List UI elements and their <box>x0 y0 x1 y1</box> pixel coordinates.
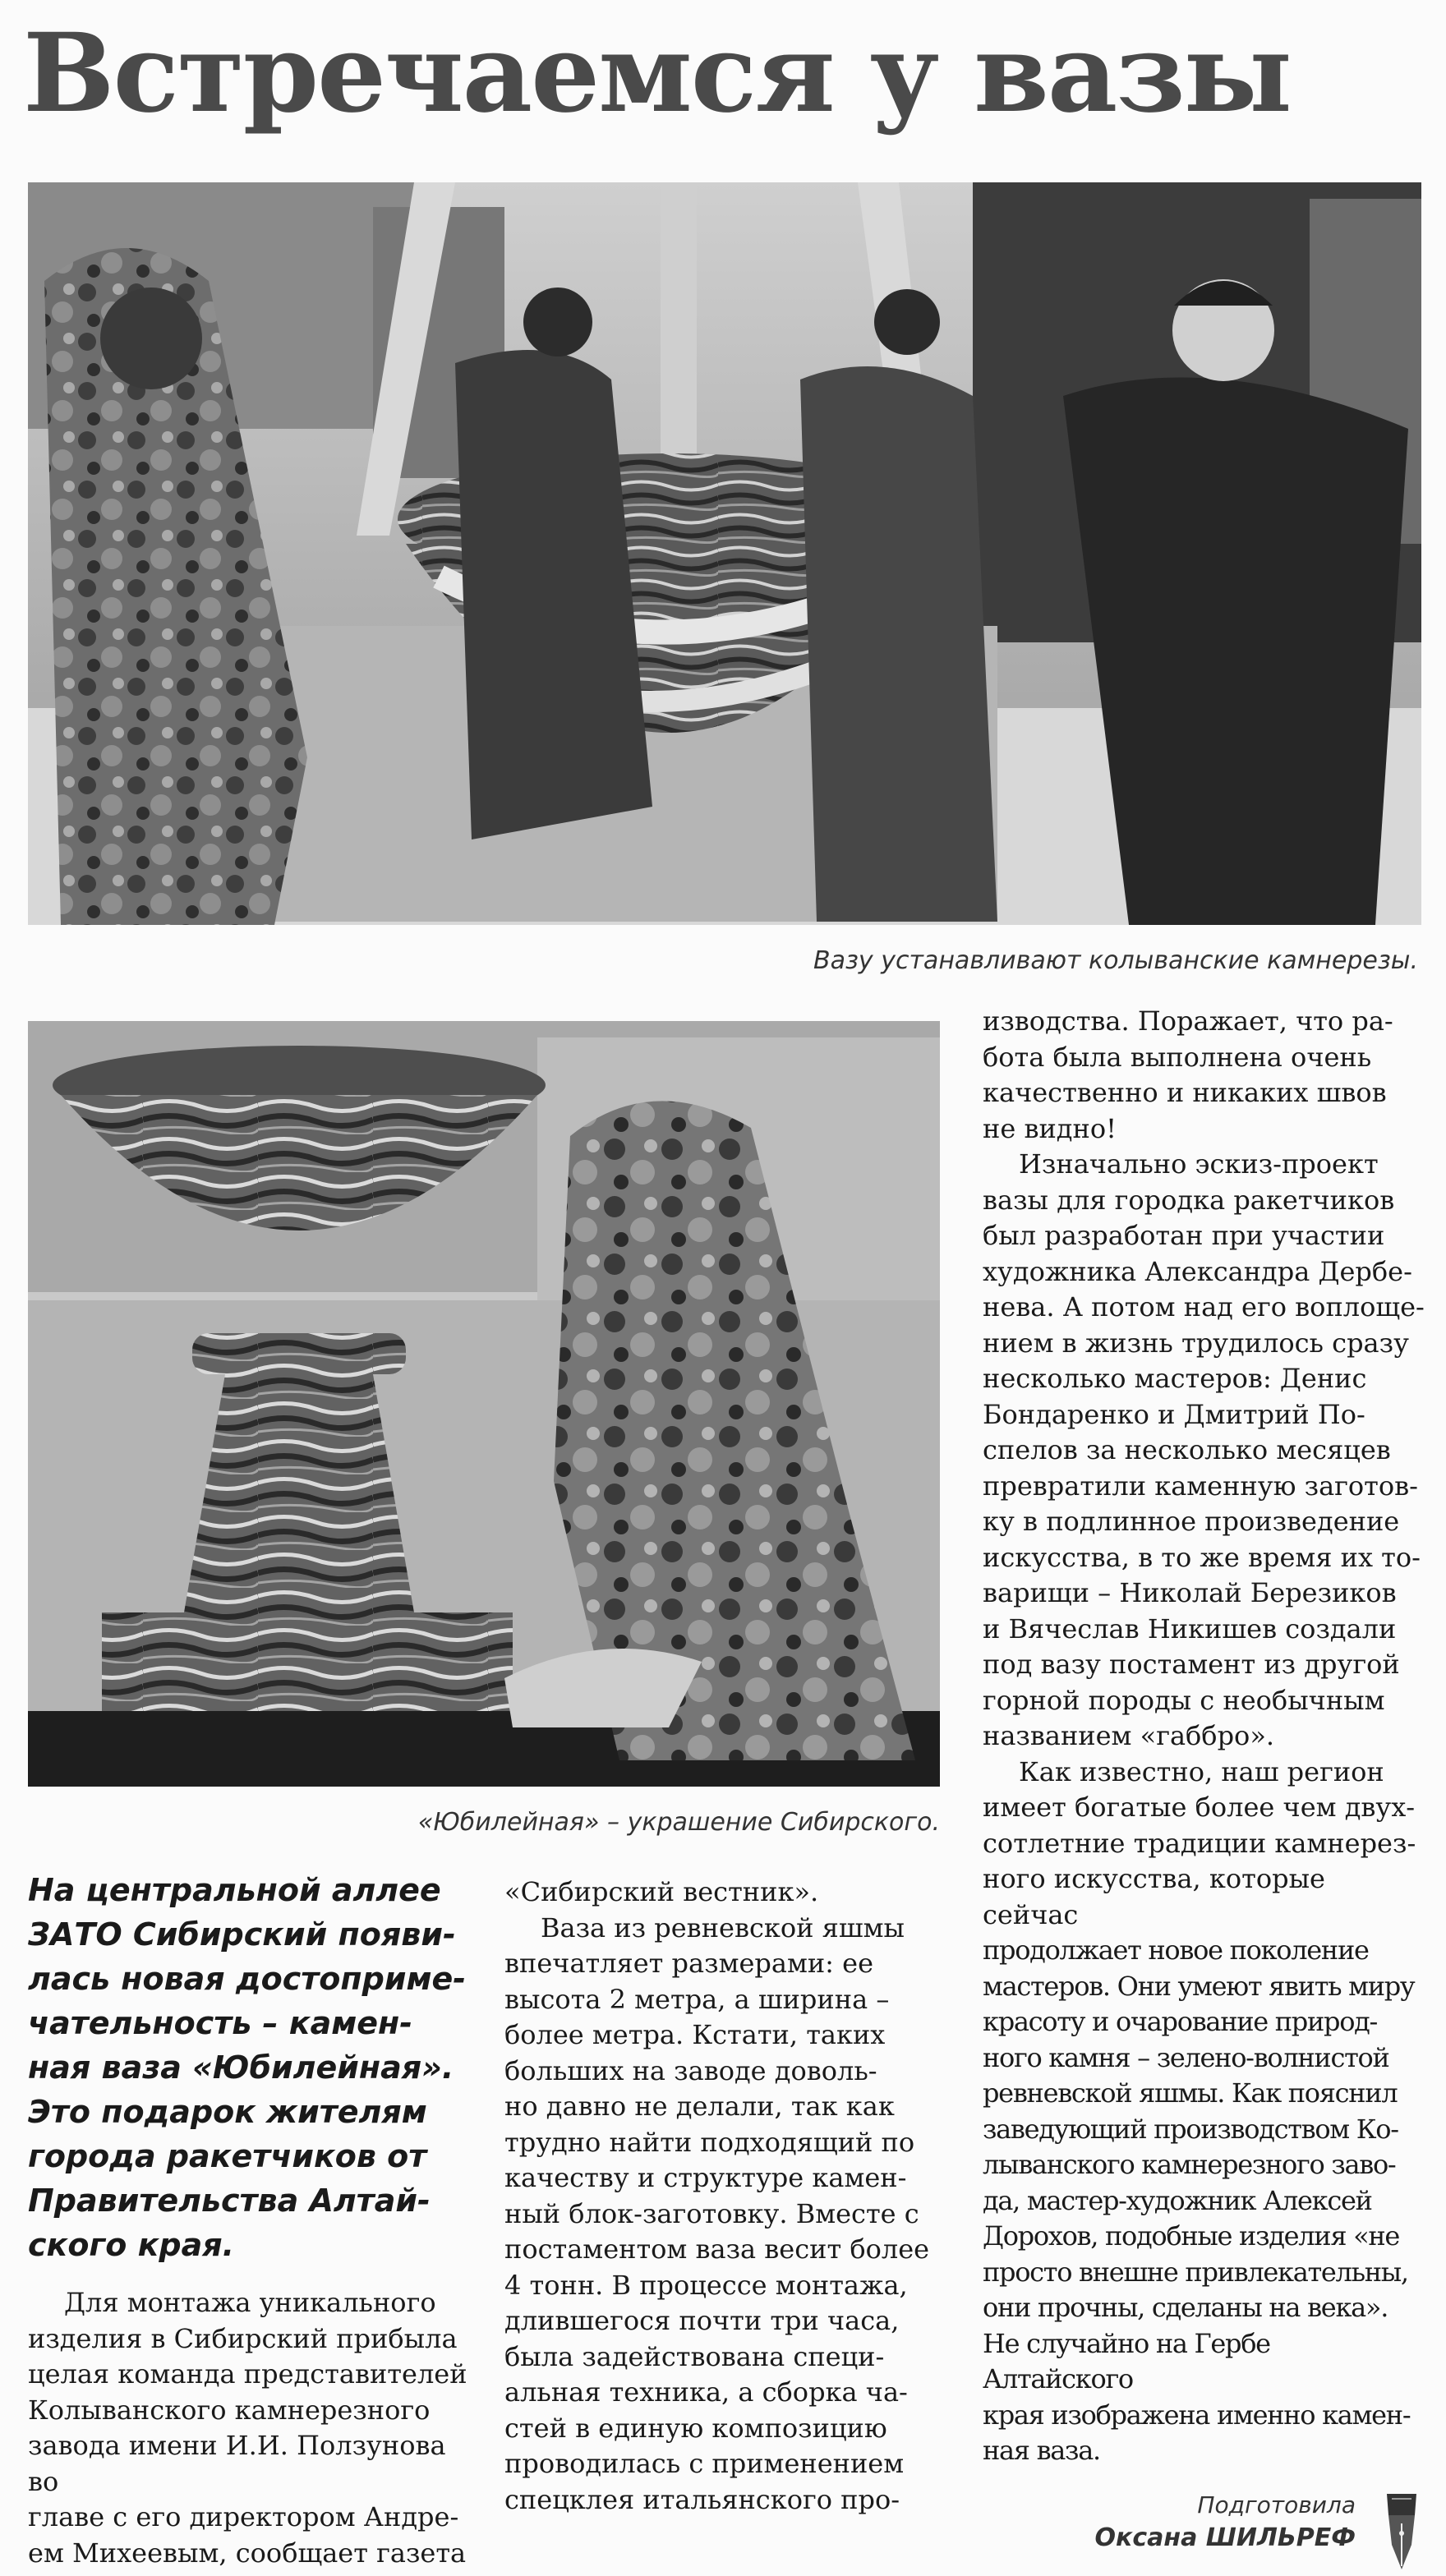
body-line: более метра. Кстати, таких <box>504 2019 886 2050</box>
body-line: была задействована специ- <box>504 2340 885 2372</box>
body-line: просто внешне привлекательны, <box>983 2256 1408 2288</box>
body-line: нева. А потом над его воплоще- <box>983 1291 1425 1322</box>
column-right <box>983 1004 1426 2469</box>
lead-line: лась новая достоприме- <box>28 1961 467 1997</box>
body-line: да, мастер-художник Алексей <box>983 2184 1372 2216</box>
body-line: лыванского камнерезного заво- <box>983 2149 1396 2180</box>
body-line: спецклея итальянского про- <box>504 2483 900 2515</box>
body-line: стей в единую композицию <box>504 2412 887 2444</box>
body-line: и Вячеслав Никишев создали <box>983 1612 1397 1644</box>
body-line: превратили каменную заготов- <box>983 1470 1418 1502</box>
lead-line: города ракетчиков от <box>28 2138 427 2174</box>
body-line: постаментом ваза весит более <box>504 2233 930 2265</box>
body-line: они прочны, сделаны на века». <box>983 2292 1388 2323</box>
body-line: ку в подлинное произведение <box>983 1506 1400 1537</box>
body-line: ный блок-заготовку. Вместе с <box>504 2197 919 2229</box>
body-line: изводства. Поражает, что ра- <box>983 1005 1393 1037</box>
body-line: Для монтажа уникального <box>64 2287 436 2318</box>
photo-installation <box>28 182 1421 925</box>
body-line: Колыванского камнерезного <box>28 2394 431 2426</box>
body-line: качеству и структуре камен- <box>504 2162 907 2193</box>
installation-photo-illustration <box>28 182 1421 925</box>
fountain-pen-icon <box>1379 2491 1425 2573</box>
body-line: красоту и очарование природ- <box>983 2006 1378 2037</box>
body-line: несколько мастеров: Денис <box>983 1363 1367 1394</box>
lead-line: чательность – камен- <box>28 2005 413 2041</box>
body-line: названием «габбро». <box>983 1720 1275 1751</box>
body-line: ная ваза. <box>983 2435 1100 2466</box>
body-line: под вазу постамент из другой <box>983 1649 1400 1680</box>
body-line: проводилась с применением <box>504 2448 905 2479</box>
body-line: Ваза из ревневской яшмы <box>541 1911 905 1944</box>
body-line: края изображена именно камен- <box>983 2399 1411 2431</box>
body-line: трудно найти подходящий по <box>504 2126 915 2158</box>
body-line: был разработан при участии <box>983 1220 1385 1251</box>
body-line: варищи – Николай Березиков <box>983 1577 1397 1608</box>
body-line: бота была выполнена очень <box>983 1041 1372 1073</box>
body-line: заведующий производством Ко- <box>983 2113 1398 2145</box>
body-line: Изначально эскиз-проект <box>1019 1148 1379 1180</box>
body-line: завода имени И.И. Ползунова во <box>28 2430 446 2497</box>
byline-prepared: Подготовила <box>1197 2491 1356 2518</box>
lead-line: Это подарок жителям <box>28 2094 427 2130</box>
headline: Встречаемся у вазы <box>23 10 1291 137</box>
body-line: ем Михеевым, сообщает газета <box>28 2537 467 2569</box>
body-line: не видно! <box>983 1112 1117 1144</box>
byline-author: Оксана ШИЛЬРЕФ <box>1094 2523 1356 2552</box>
body-line: главе с его директором Андре- <box>28 2501 459 2532</box>
body-line: нием в жизнь трудилось сразу <box>983 1327 1409 1359</box>
body-line: качественно и никаких швов <box>983 1077 1387 1108</box>
body-paragraph-1 <box>28 2285 472 2571</box>
body-line: Не случайно на Гербе Алтайского <box>983 2327 1270 2394</box>
body-line: альная техника, а сборка ча- <box>504 2376 908 2408</box>
photo-vase <box>28 1021 940 1787</box>
body-line: ревневской яшмы. Как пояснил <box>983 2077 1398 2109</box>
body-line: Как известно, наш регион <box>1019 1755 1384 1787</box>
body-line: Бондаренко и Дмитрий По- <box>983 1398 1365 1430</box>
byline <box>1095 2489 1356 2555</box>
body-line: впечатляет размерами: ее <box>504 1948 873 1979</box>
body-line: вазы для городка ракетчиков <box>983 1184 1395 1216</box>
lead-paragraph <box>28 1868 472 2267</box>
lead-line: Правительства Алтай- <box>28 2183 431 2219</box>
lead-line: ная ваза «Юбилейная». <box>28 2049 454 2086</box>
body-line: горной породы с необычным <box>983 1684 1385 1716</box>
caption-middle: «Юбилейная» – украшение Сибирского. <box>417 1808 940 1837</box>
body-line: мастеров. Они умеют явить миру <box>983 1970 1415 2002</box>
body-line: длившегося почти три часа, <box>504 2305 900 2336</box>
body-line: художника Александра Дербе- <box>983 1255 1412 1287</box>
body-line: спелов за несколько месяцев <box>983 1434 1391 1465</box>
body-line: ного искусства, которые сейчас <box>983 1863 1325 1930</box>
body-line: искусства, в то же время их то- <box>983 1541 1421 1573</box>
body-line: имеет богатые более чем двух- <box>983 1792 1416 1823</box>
body-line: «Сибирский вестник». <box>504 1876 819 1907</box>
lead-line: На центральной аллее <box>28 1872 441 1908</box>
body-line: 4 тонн. В процессе монтажа, <box>504 2269 908 2301</box>
body-line: но давно не делали, так как <box>504 2091 895 2122</box>
body-line: изделия в Сибирский прибыла <box>28 2322 458 2354</box>
body-line: высота 2 метра, а ширина – <box>504 1983 890 2015</box>
lead-line: ского края. <box>28 2227 235 2263</box>
body-line: продолжает новое поколение <box>983 1934 1369 1966</box>
body-line: больших на заводе доволь- <box>504 2054 877 2086</box>
body-line: Дорохов, подобные изделия «не <box>983 2220 1400 2252</box>
lead-line: ЗАТО Сибирский появи- <box>28 1916 456 1953</box>
body-line: ного камня – зелено-волнистой <box>983 2041 1389 2073</box>
body-line: сотлетние традиции камнерез- <box>983 1827 1416 1859</box>
column-middle <box>504 1874 948 2518</box>
caption-top: Вазу устанавливают колыванские камнерезы. <box>813 946 1418 975</box>
column-left <box>28 1868 472 2571</box>
body-line: целая команда представителей <box>28 2358 467 2390</box>
vase-photo-illustration <box>28 1021 940 1787</box>
